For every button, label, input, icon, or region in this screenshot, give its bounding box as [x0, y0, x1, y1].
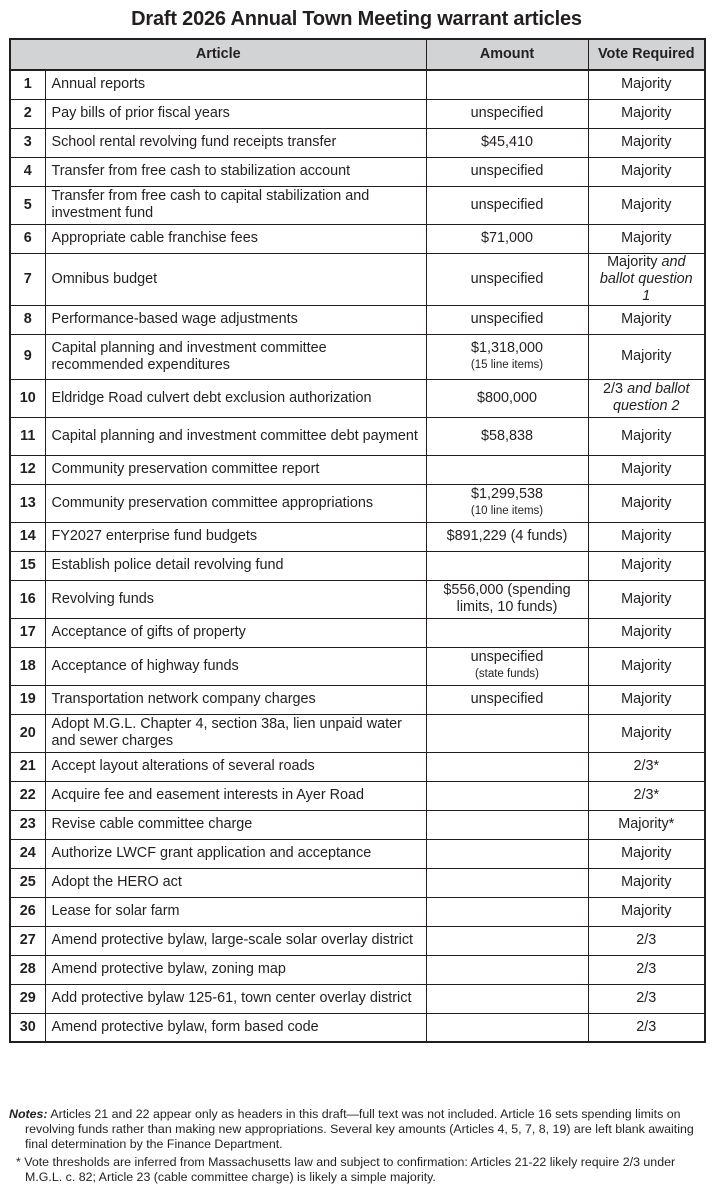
vote-required [588, 224, 705, 253]
table-row [10, 810, 705, 839]
amount-value: unspecified [470, 270, 544, 287]
vote-required [588, 647, 705, 685]
table-row [10, 580, 705, 618]
vote-value: Majority [621, 163, 672, 179]
vote-required [588, 926, 705, 955]
table-row [10, 551, 705, 580]
article-number: 6 [10, 224, 45, 253]
vote-required [588, 305, 705, 334]
table-row [10, 839, 705, 868]
vote-required [588, 551, 705, 580]
vote-value: Majority* [618, 816, 675, 832]
article-title: Add protective bylaw 125-61, town center overlay district [45, 984, 426, 1013]
article-number: 2 [10, 99, 45, 128]
notes-label: Notes: [9, 1107, 48, 1121]
amount-value: $891,229 (4 funds) [446, 528, 568, 544]
article-amount [426, 551, 588, 580]
article-amount [426, 253, 588, 305]
table-row [10, 868, 705, 897]
article-amount [426, 157, 588, 186]
vote-required [588, 1013, 705, 1042]
article-number: 20 [10, 714, 45, 752]
article-amount [426, 897, 588, 926]
article-number: 30 [10, 1013, 45, 1042]
table-row [10, 685, 705, 714]
vote-required [588, 334, 705, 379]
table-header-row [10, 39, 705, 70]
vote-required [588, 752, 705, 781]
article-title: Acquire fee and easement interests in Ayer Road [45, 781, 426, 810]
table-row [10, 379, 705, 417]
page-title: Draft 2026 Annual Town Meeting warrant articles [131, 8, 582, 30]
vote-note: and ballot question 1 [599, 253, 693, 304]
vote-required [588, 186, 705, 224]
article-amount [426, 334, 588, 379]
table-row [10, 926, 705, 955]
article-title: Transfer from free cash to capital stabilization and investment fund [45, 186, 426, 224]
vote-required [588, 417, 705, 455]
table-row [10, 522, 705, 551]
amount-value: $1,299,538 [471, 486, 544, 502]
vote-required [588, 897, 705, 926]
article-amount [426, 186, 588, 224]
amount-value: $71,000 [481, 230, 534, 246]
vote-value: Majority [621, 494, 672, 511]
warrant-table [9, 38, 706, 1043]
article-amount [426, 926, 588, 955]
article-number: 1 [10, 70, 45, 99]
vote-value: Majority [621, 691, 672, 707]
article-number: 28 [10, 955, 45, 984]
article-amount [426, 455, 588, 484]
vote-value: Majority [621, 845, 672, 861]
article-number: 8 [10, 305, 45, 334]
vote-value: Majority [621, 724, 672, 741]
table-row [10, 752, 705, 781]
vote-required [588, 455, 705, 484]
amount-value: $45,410 [481, 134, 534, 150]
amount-value: unspecified [470, 691, 544, 707]
vote-required [588, 810, 705, 839]
article-title: Revolving funds [45, 580, 426, 618]
article-title: FY2027 enterprise fund budgets [45, 522, 426, 551]
vote-required [588, 955, 705, 984]
article-amount [426, 99, 588, 128]
article-number: 26 [10, 897, 45, 926]
article-title: Omnibus budget [45, 253, 426, 305]
vote-value: Majority [621, 557, 672, 573]
table-row [10, 128, 705, 157]
amount-value: unspecified [470, 649, 544, 665]
article-amount [426, 647, 588, 685]
article-amount [426, 618, 588, 647]
article-number: 18 [10, 647, 45, 685]
amount-value: unspecified [470, 196, 544, 213]
table-body [10, 70, 705, 1042]
article-title: Adopt the HERO act [45, 868, 426, 897]
vote-value: Majority [621, 903, 672, 919]
article-title: Amend protective bylaw, form based code [45, 1013, 426, 1042]
article-amount [426, 70, 588, 99]
article-amount [426, 305, 588, 334]
table-row [10, 70, 705, 99]
table-row [10, 1013, 705, 1042]
article-amount [426, 522, 588, 551]
article-amount [426, 955, 588, 984]
article-number: 4 [10, 157, 45, 186]
article-title: Performance-based wage adjustments [45, 305, 426, 334]
article-title: Transfer from free cash to stabilization account [45, 157, 426, 186]
vote-required [588, 839, 705, 868]
article-amount [426, 984, 588, 1013]
article-number: 9 [10, 334, 45, 379]
vote-required [588, 70, 705, 99]
vote-value: 2/3 [636, 932, 657, 948]
amount-note: (15 line items) [470, 358, 544, 371]
vote-value: Majority [621, 348, 672, 364]
article-title: Acceptance of gifts of property [45, 618, 426, 647]
table-row [10, 781, 705, 810]
table-row [10, 897, 705, 926]
article-amount [426, 685, 588, 714]
article-number: 7 [10, 253, 45, 305]
vote-value: 2/3 [636, 990, 657, 1006]
notes-text: Articles 21 and 22 appear only as headers in this draft—full text was not included. Article 16 sets spending limits on revolving funds rather than making new appropriations. Several key amounts (Articles 4, 5, 7, 8, 19) are left blank awaiting final determination by the Finance Department. [25, 1107, 694, 1151]
table-row [10, 99, 705, 128]
vote-value: Majority [621, 874, 672, 890]
vote-required [588, 128, 705, 157]
amount-value: $556,000 (spending limits, 10 funds) [443, 582, 571, 615]
article-number: 21 [10, 752, 45, 781]
article-number: 22 [10, 781, 45, 810]
table-row [10, 224, 705, 253]
article-amount [426, 868, 588, 897]
table-row [10, 455, 705, 484]
article-title: Accept layout alterations of several roads [45, 752, 426, 781]
vote-required [588, 99, 705, 128]
article-number: 25 [10, 868, 45, 897]
notes-footnote: * Vote thresholds are inferred from Massachusetts law and subject to confirmation: Articles 21-22 likely require 2/3 under M.G.L. c. 82; Article 23 (cable committee charge) is likely a simple majority. [16, 1155, 676, 1184]
amount-value: unspecified [470, 311, 544, 327]
article-number: 17 [10, 618, 45, 647]
table-row [10, 157, 705, 186]
article-amount [426, 417, 588, 455]
table-row [10, 253, 705, 305]
article-amount [426, 128, 588, 157]
article-number: 14 [10, 522, 45, 551]
article-amount [426, 379, 588, 417]
article-title: Pay bills of prior fiscal years [45, 99, 426, 128]
article-title: Transportation network company charges [45, 685, 426, 714]
header-amount: Amount [426, 39, 588, 70]
vote-required [588, 253, 705, 305]
vote-required [588, 984, 705, 1013]
article-number: 11 [10, 417, 45, 455]
article-amount [426, 484, 588, 522]
vote-value: Majority [621, 590, 672, 607]
amount-value: unspecified [470, 163, 544, 179]
article-amount [426, 781, 588, 810]
article-title: Appropriate cable franchise fees [45, 224, 426, 253]
vote-required [588, 379, 705, 417]
article-number: 23 [10, 810, 45, 839]
vote-required [588, 484, 705, 522]
table-row [10, 647, 705, 685]
article-title: Adopt M.G.L. Chapter 4, section 38a, lien unpaid water and sewer charges [45, 714, 426, 752]
vote-required [588, 781, 705, 810]
article-title: Acceptance of highway funds [45, 647, 426, 685]
article-amount [426, 1013, 588, 1042]
amount-note: (10 line items) [470, 505, 544, 517]
vote-value: 2/3 [636, 1018, 657, 1035]
article-number: 5 [10, 186, 45, 224]
vote-value: Majority [621, 657, 672, 674]
table-row [10, 618, 705, 647]
header-article: Article [10, 39, 426, 70]
vote-value: 2/3 [603, 381, 624, 397]
article-title: Capital planning and investment committee debt payment [45, 417, 426, 455]
article-title: Community preservation committee appropriations [45, 484, 426, 522]
article-title: Capital planning and investment committee recommended expenditures [45, 334, 426, 379]
vote-required [588, 618, 705, 647]
article-title: Authorize LWCF grant application and acceptance [45, 839, 426, 868]
table-row [10, 714, 705, 752]
amount-value: $800,000 [477, 389, 538, 406]
vote-value: Majority [621, 196, 672, 213]
article-title: Amend protective bylaw, zoning map [45, 955, 426, 984]
article-number: 24 [10, 839, 45, 868]
article-number: 15 [10, 551, 45, 580]
article-title: Annual reports [45, 70, 426, 99]
vote-value: 2/3* [633, 787, 660, 803]
article-amount [426, 752, 588, 781]
vote-required [588, 522, 705, 551]
article-amount [426, 810, 588, 839]
table-row [10, 186, 705, 224]
article-number: 29 [10, 984, 45, 1013]
article-title: Lease for solar farm [45, 897, 426, 926]
amount-value: unspecified [470, 105, 544, 121]
table-row [10, 305, 705, 334]
notes-paragraph [9, 1107, 705, 1152]
article-title: School rental revolving fund receipts transfer [45, 128, 426, 157]
table-row [10, 484, 705, 522]
article-amount [426, 714, 588, 752]
article-amount [426, 580, 588, 618]
vote-value: Majority [621, 311, 672, 327]
article-number: 3 [10, 128, 45, 157]
table-row [10, 955, 705, 984]
article-amount [426, 839, 588, 868]
article-number: 12 [10, 455, 45, 484]
vote-value: 2/3 [636, 961, 657, 977]
vote-required [588, 685, 705, 714]
vote-value: 2/3* [633, 758, 660, 774]
vote-required [588, 580, 705, 618]
notes [9, 1107, 705, 1185]
vote-required [588, 157, 705, 186]
vote-value: Majority [621, 624, 672, 640]
vote-note: and ballot question 2 [613, 381, 690, 414]
article-number: 16 [10, 580, 45, 618]
amount-value: $1,318,000 [471, 339, 544, 356]
vote-required [588, 714, 705, 752]
article-number: 13 [10, 484, 45, 522]
article-title: Eldridge Road culvert debt exclusion authorization [45, 379, 426, 417]
vote-required [588, 868, 705, 897]
table-row [10, 334, 705, 379]
table-row [10, 417, 705, 455]
vote-value: Majority [621, 134, 672, 150]
vote-value: Majority [621, 76, 672, 93]
article-number: 27 [10, 926, 45, 955]
amount-note: (state funds) [475, 668, 539, 680]
vote-value: Majority [621, 230, 672, 246]
header-vote-required: Vote Required [588, 39, 705, 70]
article-title: Community preservation committee report [45, 455, 426, 484]
table-row [10, 984, 705, 1013]
vote-value: Majority [621, 461, 672, 477]
vote-value: Majority [607, 253, 658, 270]
article-title: Amend protective bylaw, large-scale solar overlay district [45, 926, 426, 955]
article-number: 10 [10, 379, 45, 417]
article-title: Revise cable committee charge [45, 810, 426, 839]
amount-value: $58,838 [481, 427, 534, 444]
article-number: 19 [10, 685, 45, 714]
vote-value: Majority [621, 427, 672, 444]
vote-value: Majority [621, 528, 672, 544]
article-amount [426, 224, 588, 253]
vote-value: Majority [621, 105, 672, 121]
article-title: Establish police detail revolving fund [45, 551, 426, 580]
